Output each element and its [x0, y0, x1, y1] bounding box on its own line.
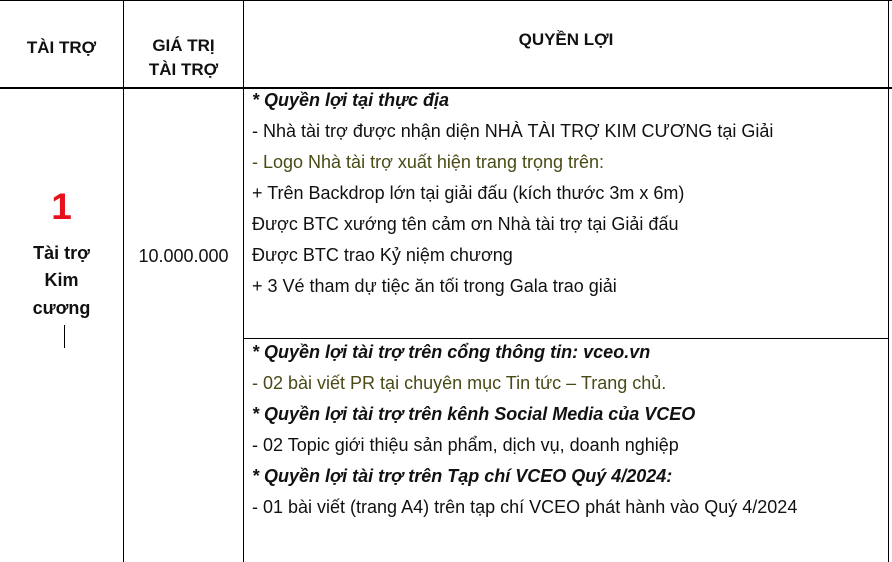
sponsor-rank: 1 — [51, 186, 72, 227]
tier-line1: Tài trợ — [33, 243, 90, 263]
online-heading-magazine: * Quyền lợi tài trợ trên Tạp chí VCEO Quý 4/2024: — [252, 466, 673, 486]
online-item: - 02 bài viết PR tại chuyên mục Tin tức – Trang chủ. — [252, 373, 667, 393]
tier-line2: Kim — [44, 270, 79, 290]
online-heading-portal: * Quyền lợi tài trợ trên cổng thông tin: vceo.vn — [252, 342, 651, 362]
onsite-heading: * Quyền lợi tại thực địa — [252, 90, 449, 110]
onsite-item: - Logo Nhà tài trợ xuất hiện trang trọng trên: — [252, 152, 605, 172]
header-value-line2: TÀI TRỢ — [148, 60, 219, 79]
onsite-item: + Trên Backdrop lớn tại giải đấu (kích thước 3m x 6m) — [252, 183, 685, 203]
onsite-item: + 3 Vé tham dự tiệc ăn tối trong Gala trao giải — [252, 276, 617, 296]
online-item: - 01 bài viết (trang A4) trên tạp chí VCEO phát hành vào Quý 4/2024 — [252, 497, 798, 517]
sponsor-value: 10.000.000 — [138, 246, 229, 266]
onsite-item: - Nhà tài trợ được nhận diện NHÀ TÀI TRỢ KIM CƯƠNG tại Giải — [252, 121, 774, 141]
header-value — [124, 34, 243, 82]
online-item: - 02 Topic giới thiệu sản phẩm, dịch vụ, doanh nghiệp — [252, 435, 679, 455]
text-cursor — [64, 325, 65, 348]
online-benefits — [252, 337, 797, 523]
table-border-top — [0, 0, 892, 1]
column-divider-2 — [243, 0, 244, 562]
column-divider-1 — [123, 0, 124, 562]
sponsor-tier — [0, 240, 123, 322]
table-border-right — [888, 0, 889, 562]
header-benefits: QUYỀN LỢI — [518, 30, 614, 49]
header-value-line1: GIÁ TRỊ — [152, 36, 215, 55]
header-sponsor: TÀI TRỢ — [26, 38, 97, 57]
onsite-item: Được BTC xướng tên cảm ơn Nhà tài trợ tại Giải đấu — [252, 214, 679, 234]
onsite-item: Được BTC trao Kỷ niệm chương — [252, 245, 513, 265]
online-heading-social: * Quyền lợi tài trợ trên kênh Social Media của VCEO — [252, 404, 696, 424]
onsite-benefits — [252, 85, 773, 302]
tier-line3: cương — [32, 298, 91, 318]
